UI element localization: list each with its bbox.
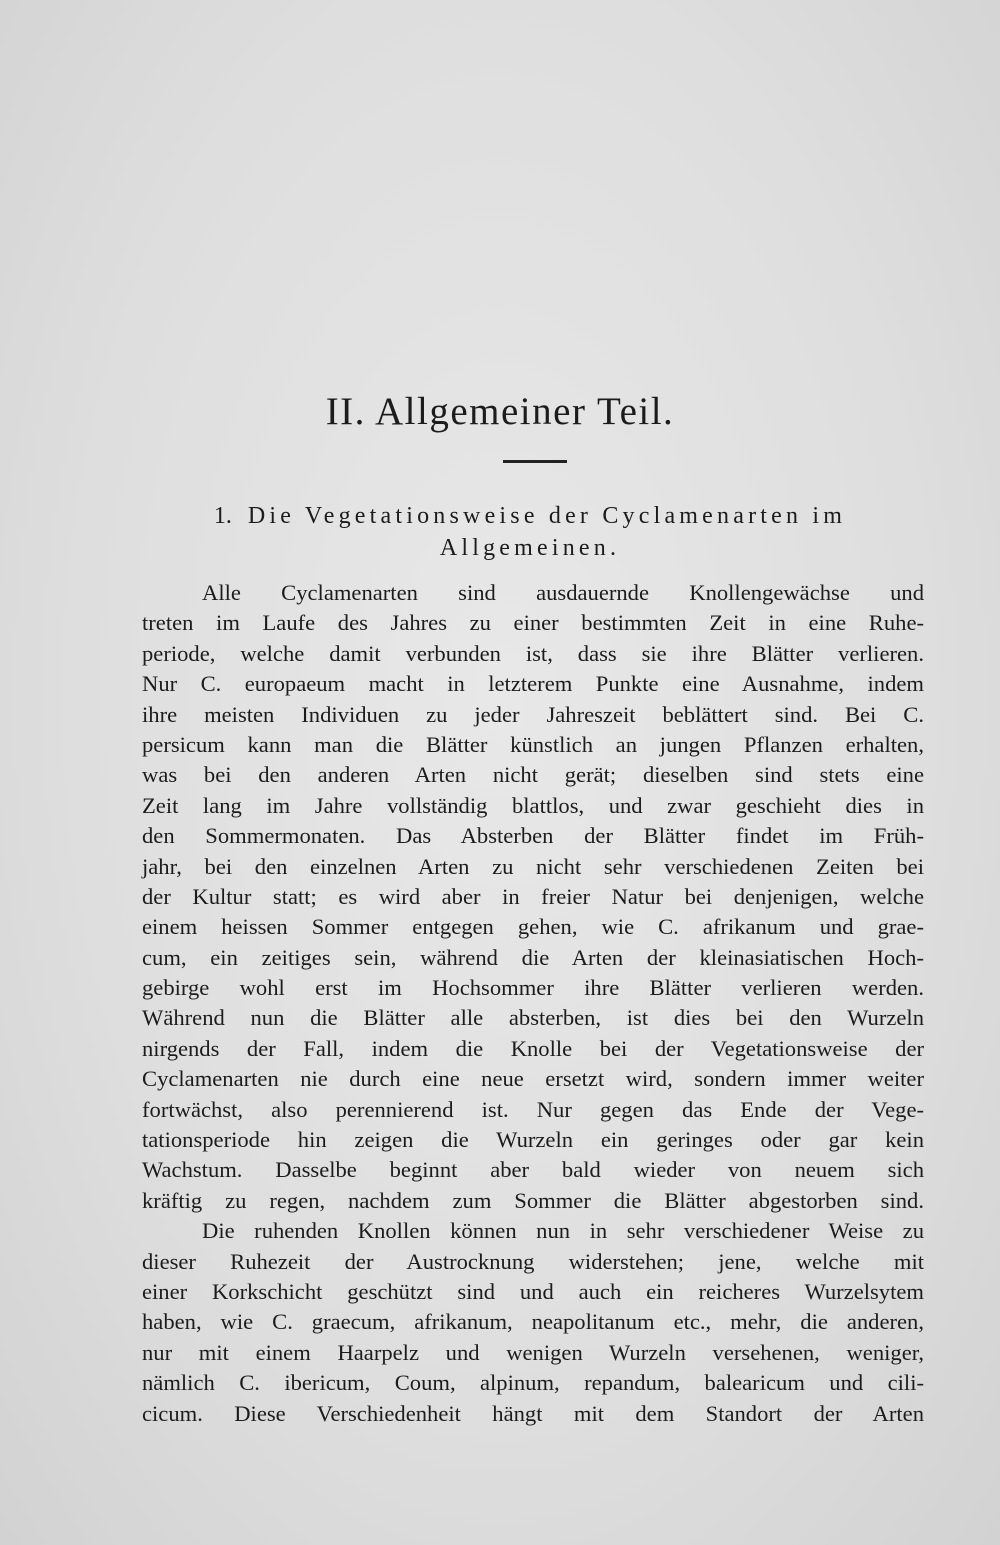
text-line: nur mit einem Haarpelz und wenigen Wurzeln versehenen, weniger,	[142, 1339, 924, 1365]
body-text	[142, 578, 924, 1429]
text-line: cicum. Diese Verschiedenheit hängt mit dem Standort der Arten	[142, 1400, 924, 1426]
text-line: Die ruhenden Knollen können nun in sehr verschiedener Weise zu	[202, 1218, 924, 1244]
text-line: tationsperiode hin zeigen die Wurzeln ein geringes oder gar kein	[142, 1127, 924, 1153]
paragraph-2	[142, 1216, 924, 1429]
text-line: fortwächst, also perennierend ist. Nur gegen das Ende der Vege-	[142, 1096, 924, 1122]
section-heading	[140, 500, 920, 564]
text-line: cum, ein zeitiges sein, während die Arten der kleinasiatischen Hoch-	[142, 944, 924, 970]
section-title-line2: Allgemeinen.	[439, 535, 621, 561]
section-title-line1: Die Vegetationsweise der Cyclamenarten im	[247, 503, 847, 529]
text-line: einem heissen Sommer entgegen gehen, wie C. afrikanum und grae-	[142, 914, 924, 940]
text-line: Alle Cyclamenarten sind ausdauernde Knollengewächse und	[202, 580, 924, 605]
text-line: Zeit lang im Jahre vollständig blattlos, und zwar geschieht dies in	[142, 792, 924, 818]
text-line: ihre meisten Individuen zu jeder Jahreszeit beblättert sind. Bei C.	[142, 701, 924, 727]
text-line: Während nun die Blätter alle absterben, ist dies bei den Wurzeln	[142, 1005, 924, 1031]
text-line: Wachstum. Dasselbe beginnt aber bald wieder von neuem sich	[142, 1157, 924, 1183]
text-line: periode, welche damit verbunden ist, dass sie ihre Blätter verlieren.	[142, 640, 924, 666]
text-line: nirgends der Fall, indem die Knolle bei der Vegetationsweise der	[142, 1035, 924, 1061]
text-line: was bei den anderen Arten nicht gerät; dieselben sind stets eine	[142, 762, 924, 788]
text-line: persicum kann man die Blätter künstlich an jungen Pflanzen erhalten,	[142, 731, 924, 757]
title-divider	[503, 460, 567, 463]
paragraph-1	[142, 578, 924, 1216]
text-line: den Sommermonaten. Das Absterben der Blätter findet im Früh-	[142, 823, 924, 849]
text-line: dieser Ruhezeit der Austrocknung widerstehen; jene, welche mit	[142, 1248, 924, 1274]
text-line: gebirge wohl erst im Hochsommer ihre Blätter verlieren werden.	[142, 975, 924, 1001]
text-line: einer Korkschicht geschützt sind und auch ein reicheres Wurzelsytem	[142, 1278, 924, 1304]
text-line: haben, wie C. graecum, afrikanum, neapolitanum etc., mehr, die anderen,	[142, 1309, 924, 1335]
chapter-title: II. Allgemeiner Teil.	[325, 390, 675, 433]
text-line: treten im Laufe des Jahres zu einer bestimmten Zeit in eine Ruhe-	[142, 610, 924, 636]
text-line: der Kultur statt; es wird aber in freier Natur bei denjenigen, welche	[142, 883, 924, 909]
section-number: 1.	[213, 503, 232, 529]
text-line: jahr, bei den einzelnen Arten zu nicht sehr verschiedenen Zeiten bei	[142, 853, 924, 879]
text-line: Nur C. europaeum macht in letzterem Punkte eine Ausnahme, indem	[142, 671, 924, 697]
text-line: nämlich C. ibericum, Coum, alpinum, repandum, balearicum und cili-	[142, 1370, 924, 1396]
text-line: kräftig zu regen, nachdem zum Sommer die Blätter abgestorben sind.	[142, 1187, 924, 1213]
text-line: Cyclamenarten nie durch eine neue ersetzt wird, sondern immer weiter	[142, 1066, 924, 1092]
